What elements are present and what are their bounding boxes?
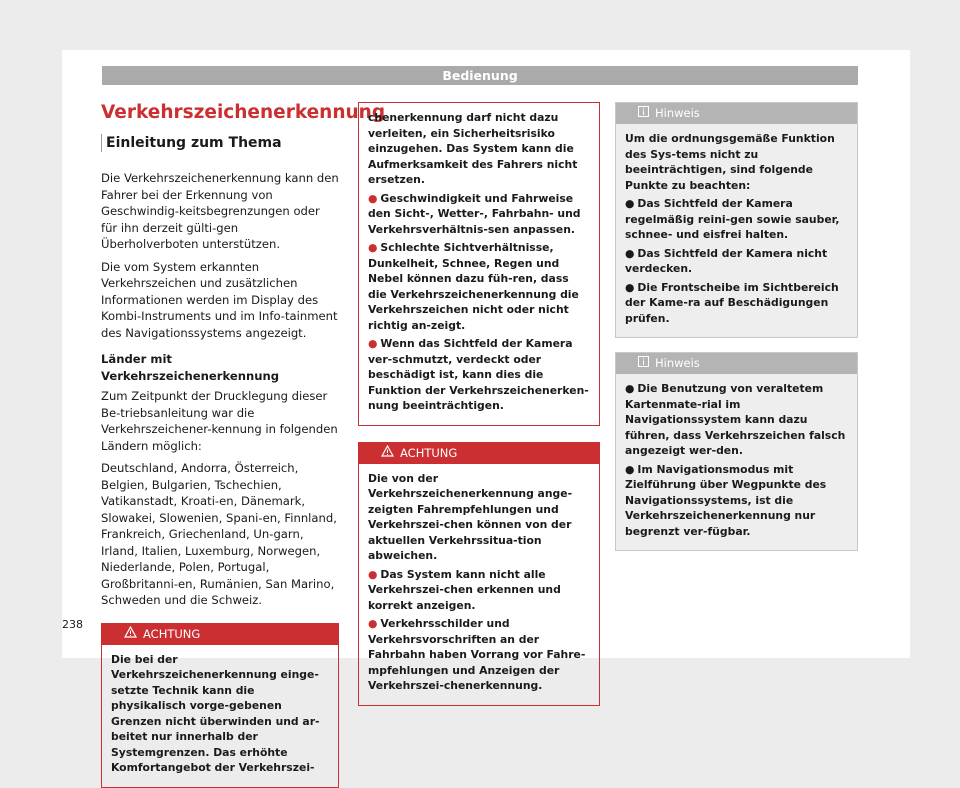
warning-label: ACHTUNG <box>143 626 201 641</box>
warning-body <box>102 645 338 787</box>
warning-text: Die von der Verkehrszeichenerkennung ange-zeigten Fahrempfehlungen und Verkehrszei-chen können von der aktuellen Verkehrssitua-tion abweichen. <box>368 471 573 562</box>
warning-bullet: ● Das System kann nicht alle Verkehrszei-chen erkennen und korrekt anzeigen. <box>368 567 561 612</box>
bullet-icon: ● <box>368 337 378 350</box>
section-subtitle: Einleitung zum Thema <box>101 134 339 152</box>
section-title: Verkehrszeichenerkennung <box>101 102 386 123</box>
note-bullet: ● Das Sichtfeld der Kamera nicht verdecken. <box>625 246 828 275</box>
page-number: 238 <box>62 618 83 631</box>
note-box-2 <box>615 352 858 551</box>
note-box-1 <box>615 102 858 338</box>
note-body <box>616 124 857 337</box>
countries-list: Deutschland, Andorra, Österreich, Belgien, Bulgarien, Tschechien, Vatikanstadt, Kroati-en, Dänemark, Slowakei, Slowenien, Spani-en, Finnland, Frankreich, Griechenland, Un-garn, Irland, Italien, Luxemburg, Norwegen, Niederlande, Polen, Portugal, Großbritanni-en, Rumänien, San Marino, Schweden und die Schweiz. <box>101 461 337 607</box>
note-bullet: ● Die Benutzung von veraltetem Kartenmate-rial im Navigationssystem kann dazu führen, dass Verkehrszeichen falsch angezeigt wer-den. <box>625 382 846 457</box>
note-bullet: ● Die Frontscheibe im Sichtbereich der Kame-ra auf Beschädigungen prüfen. <box>625 280 839 325</box>
note-label: Hinweis <box>655 106 700 120</box>
bullet-icon: ● <box>625 280 635 294</box>
warning-box-1 <box>101 623 339 788</box>
warning-bullet: ● Geschwindigkeit und Fahrweise den Sicht-, Wetter-, Fahrbahn- und Verkehrsverhältnis-sen anpassen. <box>368 191 581 236</box>
warning-triangle-icon <box>124 624 137 645</box>
note-text: Um die ordnungsgemäße Funktion des Sys-tems nicht zu beeinträchtigen, sind folgende Punkte zu beachten: <box>625 132 835 192</box>
bullet-icon: ● <box>625 382 635 395</box>
countries-heading: Länder mit Verkehrszeichenerkennung <box>101 352 280 383</box>
note-header <box>616 103 857 124</box>
warning-header <box>102 624 338 645</box>
bullet-icon: ● <box>625 246 635 260</box>
warning-label: ACHTUNG <box>400 445 458 460</box>
note-bullet: ● Das Sichtfeld der Kamera regelmäßig reini-gen sowie sauber, schnee- und eisfrei halten. <box>625 197 840 241</box>
bullet-icon: ● <box>625 197 635 210</box>
warning-text: Die bei der Verkehrszeichenerkennung einge-setzte Technik kann die physikalisch vorge-gebenen Grenzen nicht überwinden und ar-beitet nur innerhalb der Systemgrenzen. Das erhöhte Komfortangebot der Verkehrszei- <box>111 652 320 774</box>
info-icon <box>638 353 649 374</box>
display-paragraph: Die vom System erkannten Verkehrszeichen und zusätzlichen Informationen werden im Display des Kombi-Instruments und im Info-tainment des Navigationssystems angezeigt. <box>101 259 338 340</box>
column-middle <box>358 102 600 706</box>
bullet-icon: ● <box>625 462 635 476</box>
warning-body <box>359 464 599 705</box>
warning-bullet: ● Verkehrsschilder und Verkehrsvorschriften an der Fahrbahn haben Vorrang vor Fahre-mpfehlungen und Anzeigen der Verkehrszei-chenerkennung. <box>368 617 586 692</box>
warning-bullet: ● Schlechte Sichtverhältnisse, Dunkelheit, Schnee, Regen und Nebel können dazu füh-ren, dass die Verkehrszeichenerkennung die Verkehrszeichen nicht oder nicht richtig an-zeigt. <box>368 241 579 332</box>
bullet-icon: ● <box>368 567 378 581</box>
intro-paragraph: Die Verkehrszeichenerkennung kann den Fahrer bei der Erkennung von Geschwindig-keitsbegrenzungen oder für ihn derzeit gülti-gen Überholverboten unterstützen. <box>101 171 339 251</box>
warning-box-2 <box>358 442 600 706</box>
warning-header <box>359 443 599 464</box>
chapter-header: Bedienung <box>102 66 858 85</box>
warning-triangle-icon <box>381 443 394 464</box>
column-left <box>101 102 386 788</box>
note-bullet: ● Im Navigationsmodus mit Zielführung über Wegpunkte des Navigationssystems, ist die Verkehrszeichenerkennung nur begrenzt ver-fügbar. <box>625 462 827 538</box>
info-icon <box>638 103 649 124</box>
bullet-icon: ● <box>368 617 378 630</box>
bullet-icon: ● <box>368 191 378 205</box>
countries-intro: Zum Zeitpunkt der Drucklegung dieser Be-triebsanleitung war die Verkehrszeichener-kennung in folgenden Ländern möglich: <box>101 389 338 453</box>
note-body <box>616 374 857 550</box>
warning-body-continued <box>359 103 599 425</box>
warning-text-continued: chenerkennung darf nicht dazu verleiten, ein Sicherheitsrisiko einzugehen. Das System kann die Aufmerksamkeit des Fahrers nicht ersetzen. <box>368 111 578 186</box>
bullet-icon: ● <box>368 241 378 254</box>
note-header <box>616 353 857 374</box>
column-right <box>615 102 858 551</box>
warning-bullet: ● Wenn das Sichtfeld der Kamera ver-schmutzt, verdeckt oder beschädigt ist, kann dies die Funktion der Verkehrszeichenerken-nung beeinträchtigen. <box>368 337 589 412</box>
note-label: Hinweis <box>655 356 700 370</box>
warning-box-1-continued <box>358 102 600 426</box>
